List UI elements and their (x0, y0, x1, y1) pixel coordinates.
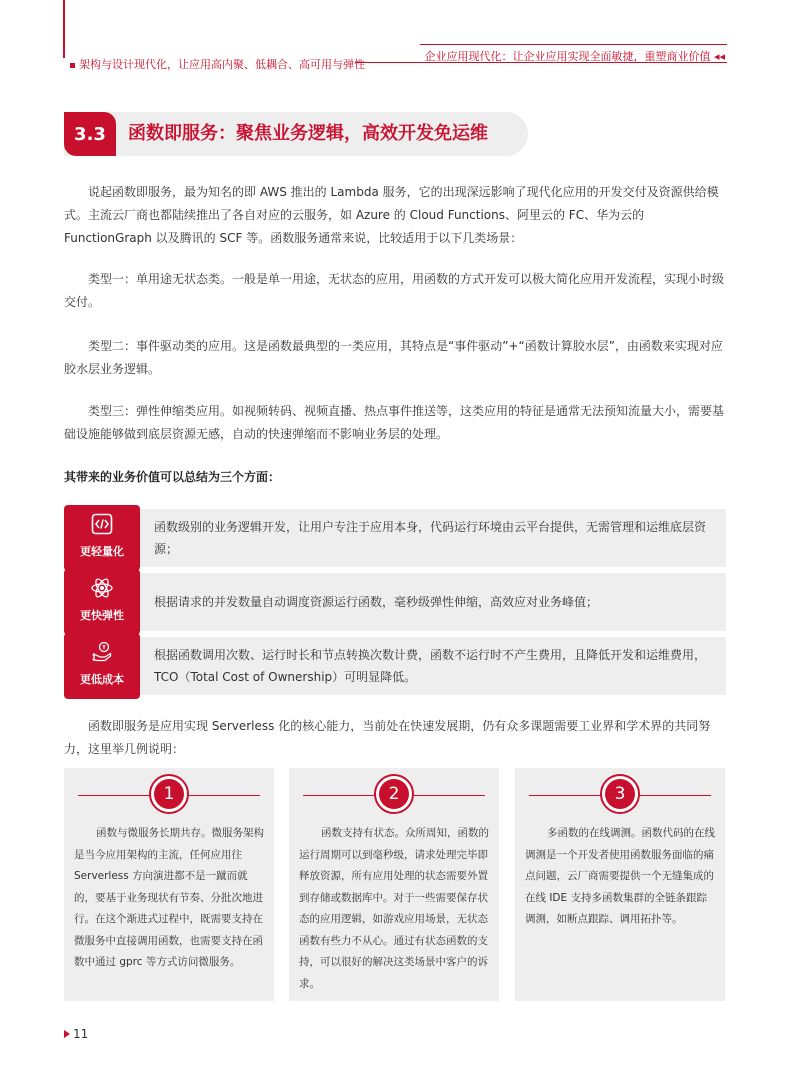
card-number-badge: 2 (374, 774, 414, 814)
value-text: 根据请求的并发数量自动调度资源运行函数，毫秒级弹性伸缩，高效应对业务峰值； (154, 595, 599, 609)
type-two-paragraph: 类型二：事件驱动类的应用。这是函数最典型的一类应用，其特点是“事件驱动”+“函数计算胶水层”，由函数来实现对应胶水层业务逻辑。 (64, 339, 723, 376)
page-number: 11 (64, 1027, 88, 1041)
section-number: 3.3 (64, 112, 116, 156)
value-text: 根据函数调用次数、运行时长和节点转换次数计费，函数不运行时不产生费用，且降低开发和运维费用，TCO（Total Cost of Ownership）可明显降低。 (154, 648, 707, 684)
section-title: 函数即服务：聚焦业务逻辑，高效开发免运维 (128, 123, 488, 144)
card-text: 多函数的在线调测。函数代码的在线调测是一个开发者使用函数服务面临的痛点问题，云厂商需要提供一个无缝集成的在线 IDE 支持多函数集群的全链条跟踪调测，如断点跟踪、调用拓扑等。 (525, 827, 715, 925)
value-text: 函数级别的业务逻辑开发，让用户专注于应用本身，代码运行环境由云平台提供，无需管理和运维底层资源； (154, 520, 707, 556)
atom-icon (91, 577, 113, 599)
card-number-badge: 3 (600, 774, 640, 814)
value-badge (64, 569, 140, 635)
type-one-paragraph: 类型一：单用途无状态类。一般是单一用途，无状态的应用，用函数的方式开发可以极大简化应用开发流程，实现小时级交付。 (64, 272, 725, 309)
challenge-card-2 (289, 768, 499, 1001)
card-text: 函数支持有状态。众所周知，函数的运行周期可以到毫秒级，请求处理完毕即释放资源，所有应用处理的状态需要外置到存储或数据库中。对于一些需要保存状态的应用逻辑，如游戏应用场景，无状态函数有些力不从心。通过有状态函数的支持，可以很好的解决这类场景中客户的诉求。 (299, 827, 489, 990)
value-badge (64, 505, 140, 571)
value-row-elastic (64, 573, 726, 631)
triangle-marker-icon (64, 1030, 70, 1038)
value-row-lowcost (64, 637, 726, 695)
code-icon (91, 513, 113, 535)
closing-paragraph: 函数即服务是应用实现 Serverless 化的核心能力，当前处在快速发展期，仍有众多课题需要工业界和学术界的共同努力，这里举几例说明： (64, 719, 711, 756)
value-label: 更轻量化 (80, 545, 124, 558)
values-heading: 其带来的业务价值可以总结为三个方面： (64, 470, 281, 484)
coin-hand-icon (91, 641, 113, 663)
value-label: 更快弹性 (80, 609, 124, 622)
card-text: 函数与微服务长期共存。微服务架构是当今应用架构的主流，任何应用往 Serverless 方向演进都不是一蹴而就的，要基于业务现状有节奏、分批次地进行。在这个渐进式过程中，既需要支持在微服务中直接调用函数，也需要支持在函数中通过 gprc 等方式访问微服务。 (74, 827, 264, 968)
intro-paragraph: 说起函数即服务，最为知名的即 AWS 推出的 Lambda 服务，它的出现深远影响了现代化应用的开发交付及资源供给模式。主流云厂商也都陆续推出了各自对应的云服务，如 Azure 的 Cloud Functions、阿里云的 FC、华为云的 FunctionGraph 以及腾讯的 SCF 等。函数服务通常来说，比较适用于以下几类场景： (64, 185, 719, 245)
double-arrow-icon: ◂◂ (713, 50, 725, 63)
card-number-badge: 1 (149, 774, 189, 814)
section-heading (64, 112, 528, 156)
challenge-card-3 (515, 768, 725, 1001)
type-three-paragraph: 类型三：弹性伸缩类应用。如视频转码、视频直播、热点事件推送等，这类应用的特征是通常无法预知流量大小，需要基础设施能够做到底层资源无感，自动的快速弹缩而不影响业务层的处理。 (64, 404, 725, 441)
header-rule-top (420, 44, 727, 45)
square-bullet-icon (70, 63, 75, 68)
challenge-card-1 (64, 768, 274, 1001)
header-vertical-rule (63, 0, 65, 58)
value-label: 更低成本 (80, 673, 124, 686)
running-header-right: 企业应用现代化：让企业应用实现全面敏捷，重塑商业价值 ◂◂ (424, 50, 725, 63)
value-badge (64, 633, 140, 699)
value-row-lightweight (64, 509, 726, 567)
running-header-left: 架构与设计现代化，让应用高内聚、低耦合、高可用与弹性 (70, 56, 365, 72)
